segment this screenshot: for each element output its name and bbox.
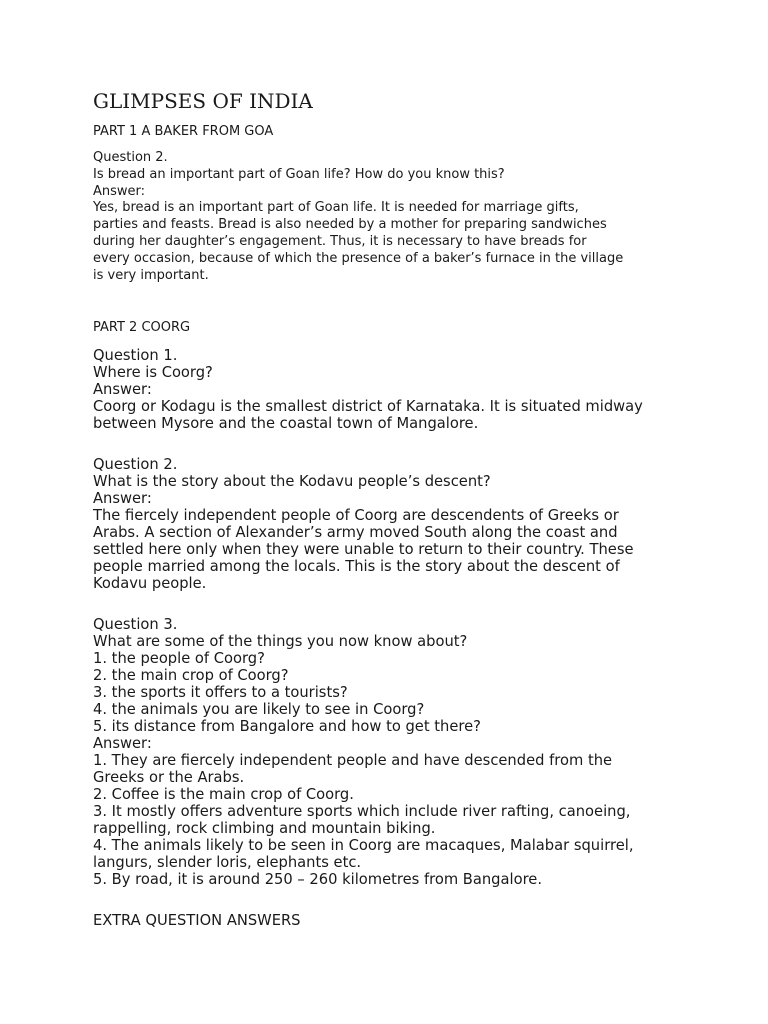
answer-line: people married among the locals. This is the story about the descent of: [93, 558, 620, 575]
part1-question-block: [93, 150, 693, 284]
answer-label: Answer:: [93, 183, 146, 199]
answer-label: Answer:: [93, 490, 152, 507]
answer-line: Coorg or Kodagu is the smallest district of Karnataka. It is situated midway: [93, 398, 643, 415]
answer-line: settled here only when they were unable to return to their country. These: [93, 541, 634, 558]
question-text: Where is Coorg?: [93, 364, 213, 381]
answer-line: is very important.: [93, 267, 209, 283]
question-label: Question 1.: [93, 347, 178, 364]
answer-line: 4. The animals likely to be seen in Coorg are macaques, Malabar squirrel,: [93, 837, 634, 854]
answer-line: Yes, bread is an important part of Goan life. It is needed for marriage gifts,: [93, 200, 579, 216]
question-label: Question 2.: [93, 150, 168, 165]
question-text: Is bread an important part of Goan life? How do you know this?: [93, 166, 505, 182]
answer-label: Answer:: [93, 381, 152, 398]
answer-line: langurs, slender loris, elephants etc.: [93, 854, 362, 871]
answer-line: Kodavu people.: [93, 575, 207, 592]
answer-line: 2. Coffee is the main crop of Coorg.: [93, 786, 354, 803]
answer-line: every occasion, because of which the presence of a baker’s furnace in the village: [93, 250, 624, 266]
answer-line: 1. They are fiercely independent people and have descended from the: [93, 752, 613, 769]
answer-line: 3. It mostly offers adventure sports which include river rafting, canoeing,: [93, 803, 631, 820]
part2-q1-block: [93, 347, 693, 432]
question-label: Question 2.: [93, 456, 178, 473]
extra-questions-heading: EXTRA QUESTION ANSWERS: [93, 912, 301, 929]
answer-line: between Mysore and the coastal town of Mangalore.: [93, 415, 479, 432]
question-item: 5. its distance from Bangalore and how to get there?: [93, 718, 481, 735]
question-text: What are some of the things you now know about?: [93, 633, 468, 650]
document-title: GLIMPSES OF INDIA: [93, 89, 313, 113]
answer-line: 5. By road, it is around 250 – 260 kilometres from Bangalore.: [93, 871, 542, 888]
answer-line: during her daughter’s engagement. Thus, it is necessary to have breads for: [93, 233, 587, 249]
question-item: 4. the animals you are likely to see in Coorg?: [93, 701, 425, 718]
question-item: 1. the people of Coorg?: [93, 650, 265, 667]
answer-line: Greeks or the Arabs.: [93, 769, 245, 786]
answer-line: The fiercely independent people of Coorg are descendents of Greeks or: [93, 507, 619, 524]
part2-q2-block: [93, 456, 693, 592]
answer-line: rappelling, rock climbing and mountain biking.: [93, 820, 436, 837]
part2-heading: PART 2 COORG: [93, 320, 191, 335]
question-text: What is the story about the Kodavu people’s descent?: [93, 473, 491, 490]
part1-heading: PART 1 A BAKER FROM GOA: [93, 124, 274, 139]
question-label: Question 3.: [93, 616, 178, 633]
answer-line: Arabs. A section of Alexander’s army moved South along the coast and: [93, 524, 618, 541]
answer-label: Answer:: [93, 735, 152, 752]
question-item: 3. the sports it offers to a tourists?: [93, 684, 348, 701]
answer-line: parties and feasts. Bread is also needed by a mother for preparing sandwiches: [93, 217, 607, 233]
question-item: 2. the main crop of Coorg?: [93, 667, 289, 684]
part2-q3-block: [93, 616, 693, 888]
